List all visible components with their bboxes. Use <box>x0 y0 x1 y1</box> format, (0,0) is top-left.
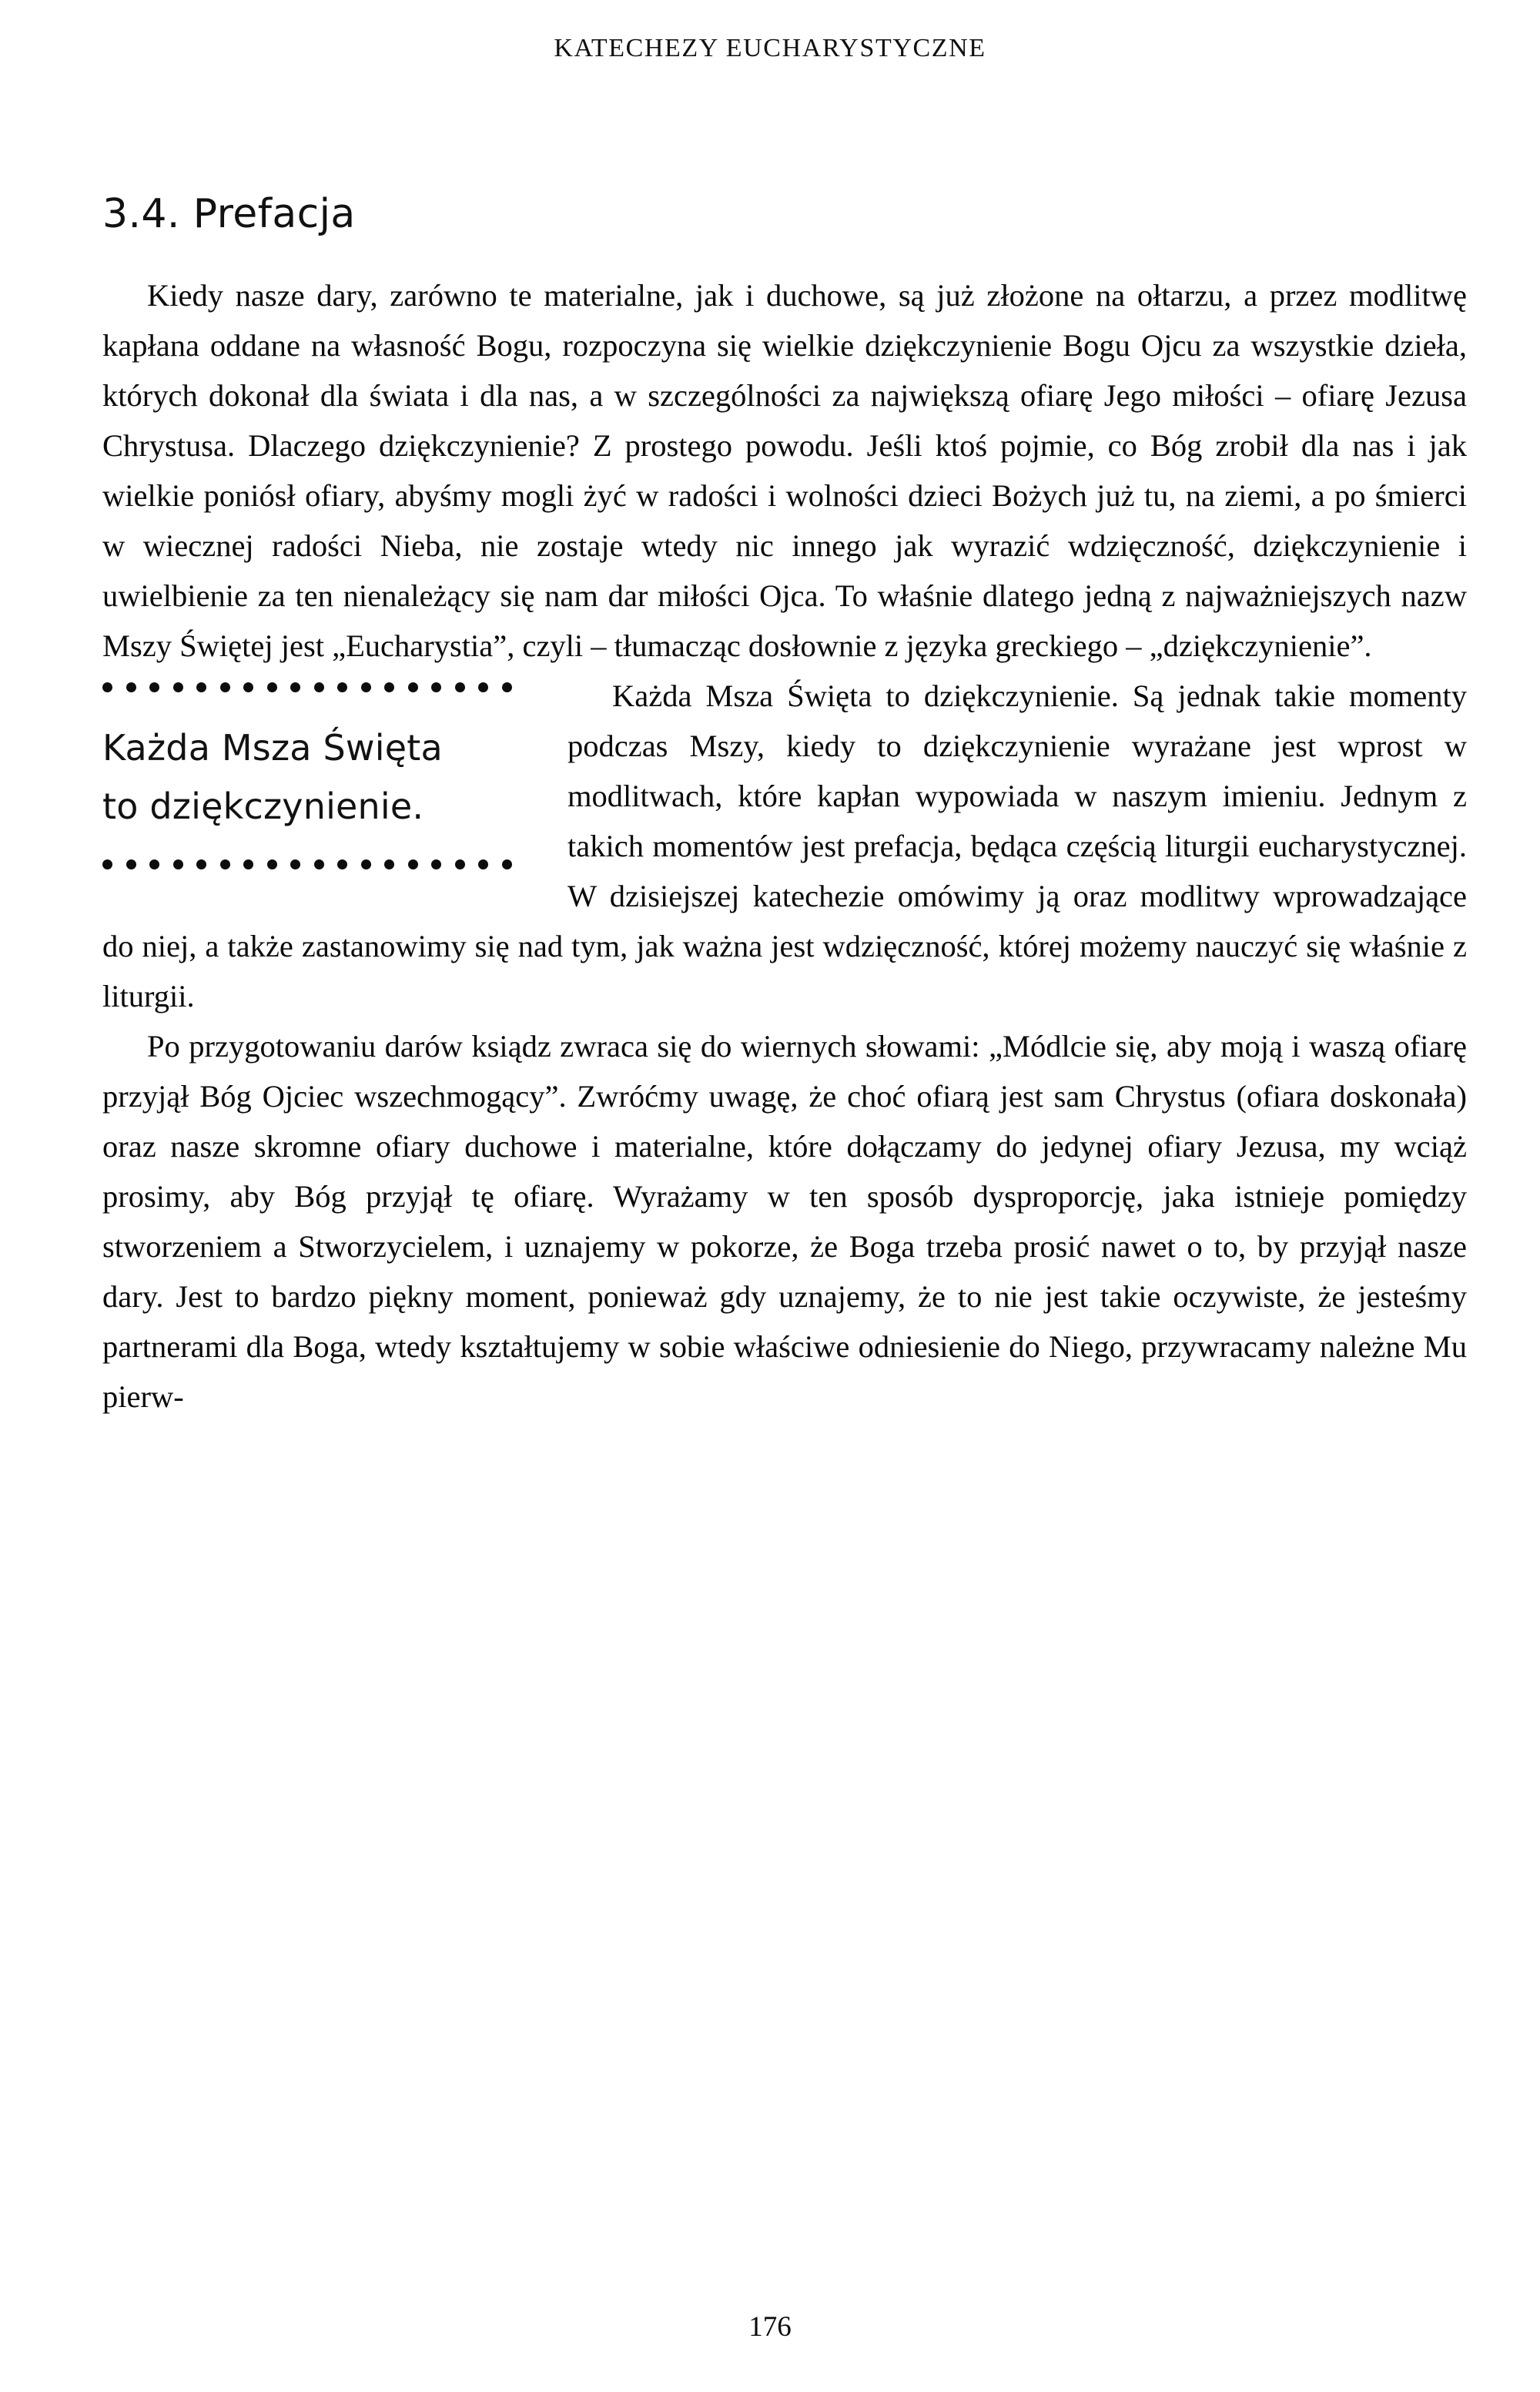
rule-dot <box>408 859 418 869</box>
pull-quote <box>102 678 534 873</box>
rule-dot <box>126 859 136 869</box>
pull-quote-rule-top <box>102 678 534 695</box>
rule-dot <box>243 859 253 869</box>
rule-dot <box>361 859 371 869</box>
pull-quote-line-1: Każda Msza Święta <box>102 727 443 769</box>
paragraph-3: Po przygotowaniu darów ksiądz zwraca się do wiernych słowami: „Módlcie się, aby moją i waszą ofiarę przyjął Bóg Ojciec wszechmogący”. Zwróćmy uwagę, że choć ofiarą jest sam Chrystus (ofiara doskonała) oraz nasze skromne ofiary duchowe i materialne, które dołączamy do jedynej ofiary Jezusa, my wciąż prosimy, aby Bóg przyjął tę ofiarę. Wyrażamy w ten sposób dysproporcję, jaka istnieje pomiędzy stworzeniem a Stworzycielem, i uznajemy w pokorze, że Boga trzeba prosić nawet o to, by przyjął nasze dary. Jest to bardzo piękny moment, ponieważ gdy uznajemy, że to nie jest takie oczywiste, że jesteśmy partnerami dla Boga, wtedy kształtujemy w sobie właściwe odniesienie do Niego, przywracamy należne Mu pierw- <box>102 1029 1467 1415</box>
rule-dot <box>267 859 277 869</box>
running-head: KATECHEZY EUCHARYSTYCZNE <box>554 34 986 62</box>
rule-dot <box>337 859 347 869</box>
rule-dot <box>431 859 441 869</box>
rule-dot <box>455 859 465 869</box>
text-column <box>102 193 1467 1422</box>
rule-dot <box>126 682 136 692</box>
rule-dot <box>220 682 230 692</box>
pull-quote-line-2: to dziękczynienie. <box>102 786 424 828</box>
rule-dot <box>337 682 347 692</box>
body-copy <box>102 270 1467 1422</box>
rule-dot <box>502 682 512 692</box>
rule-dot <box>173 682 183 692</box>
rule-dot <box>196 682 206 692</box>
rule-dot <box>384 859 394 869</box>
rule-dot <box>384 682 394 692</box>
rule-dot <box>478 859 488 869</box>
pull-quote-text <box>102 695 534 856</box>
rule-dot <box>455 682 465 692</box>
rule-dot <box>361 682 371 692</box>
rule-dot <box>173 859 183 869</box>
rule-dot <box>314 859 324 869</box>
rule-dot <box>290 682 300 692</box>
rule-dot <box>102 682 112 692</box>
paragraph-2: Każda Msza Święta to dziękczynienie. Są jednak takie momenty podczas Mszy, kiedy to dziękczynienie wyrażane jest wprost w modlitwach, które kapłan wypowiada w naszym imieniu. Jednym z takich momentów jest prefacja, będąca częścią liturgii eucharystycznej. W dzisiejszej katechezie omówimy ją oraz modlitwy wprowadzające do niej, a także zastanowimy się nad tym, jak ważna jest wdzięczność, której możemy nauczyć się właśnie z liturgii. <box>102 678 1467 1014</box>
rule-dot <box>290 859 300 869</box>
page-number: 176 <box>748 2311 792 2343</box>
rule-dot <box>478 682 488 692</box>
rule-dot <box>243 682 253 692</box>
rule-dot <box>408 682 418 692</box>
rule-dot <box>431 682 441 692</box>
rule-dot <box>149 682 159 692</box>
rule-dot <box>102 859 112 869</box>
rule-dot <box>196 859 206 869</box>
rule-dot <box>267 682 277 692</box>
paragraph-1: Kiedy nasze dary, zarówno te materialne, jak i duchowe, są już złożone na ołtarzu, a przez modlitwę kapłana oddane na własność Bogu, rozpoczyna się wielkie dziękczynienie Bogu Ojcu za wszystkie dzieła, których dokonał dla świata i dla nas, a w szczególności za największą ofiarę Jego miłości – ofiarę Jezusa Chrystusa. Dlaczego dziękczynienie? Z prostego powodu. Jeśli ktoś pojmie, co Bóg zrobił dla nas i jak wielkie poniósł ofiary, abyśmy mogli żyć w radości i wolności dzieci Bożych już tu, na ziemi, a po śmierci w wiecznej radości Nieba, nie zostaje wtedy nic innego jak wyrazić wdzięczność, dziękczynienie i uwielbienie za ten nienależący się nam dar miłości Ojca. To właśnie dlatego jedną z najważniejszych nazw Mszy Świętej jest „Eucharystia”, czyli – tłumacząc dosłownie z języka greckiego – „dziękczynienie”. <box>102 278 1467 664</box>
pull-quote-rule-bottom <box>102 856 534 873</box>
page-title: 3.4. Prefacja <box>102 191 356 237</box>
rule-dot <box>314 682 324 692</box>
rule-dot <box>149 859 159 869</box>
rule-dot <box>502 859 512 869</box>
rule-dot <box>220 859 230 869</box>
